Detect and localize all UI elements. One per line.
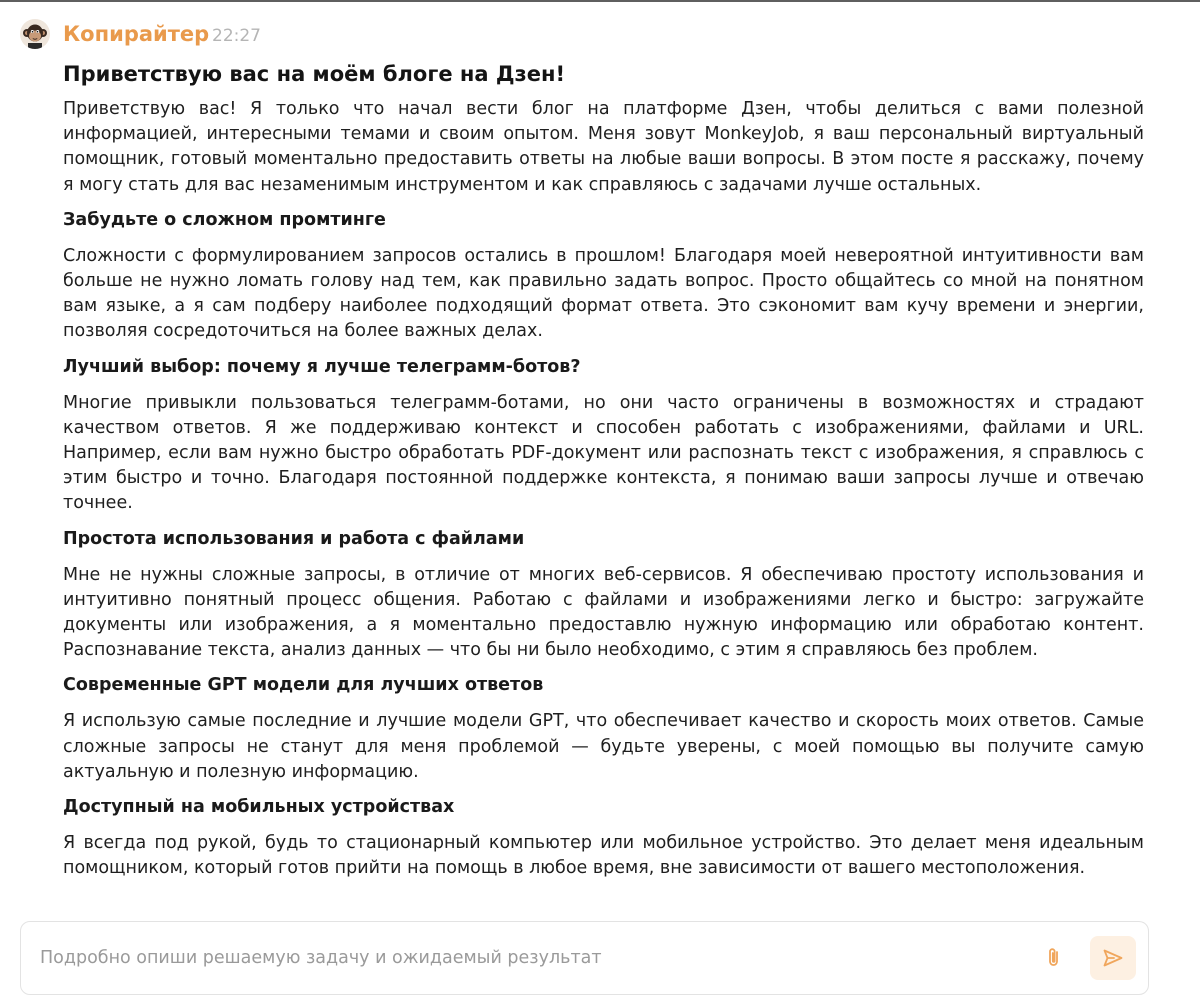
send-icon bbox=[1090, 946, 1136, 970]
section-paragraph: Многие привыкли пользоваться телеграмм-ботами, но они часто ограничены в возможностях и страдают качеством ответов. Я же поддерживаю контекст и способен работать с изображениями, файлами и URL. Например, если вам нужно быстро обработать PDF-документ или распознать текст с изображения, я справлюсь с этим быстро и точно. Благодаря постоянной поддержке контекста, я понимаю ваши запросы лучше и отвечаю точнее. bbox=[63, 392, 1144, 514]
section-paragraph: Мне не нужны сложные запросы, в отличие от многих веб-сервисов. Я обеспечиваю простоту использования и интуитивно понятный процесс общения. Работаю с файлами и изображениями легко и быстро: загружайте документы или изображения, а я моментально предоставлю нужную информацию или обработаю контент. Распознавание текста, анализ данных — что бы ни было необходимо, с этим я справляюсь без проблем. bbox=[63, 564, 1144, 661]
monkey-avatar-icon bbox=[20, 19, 50, 49]
intro-paragraph: Приветствую вас! Я только что начал вести блог на платформе Дзен, чтобы делиться с вами полезной информацией, интересными темами и своим опытом. Меня зовут MonkeyJob, я ваш персональный виртуальный помощник, готовый моментально предоставить ответы на любые ваши вопросы. В этом посте я расскажу, почему я могу стать для вас незаменимым инструментом и как справляюсь с задачами лучше остальных. bbox=[63, 99, 1144, 195]
section-paragraph: Сложности с формулированием запросов остались в прошлом! Благодаря моей невероятной интуитивности вам больше не нужно ломать голову над тем, как правильно задать вопрос. Просто общайтесь со мной на понятном вам языке, а я сам подберу наиболее подходящий формат ответа. Это сэкономит вам кучу времени и энергии, позволяя сосредоточиться на более важных делах. bbox=[63, 245, 1144, 342]
section-heading: Современные GPT модели для лучших ответов bbox=[63, 675, 544, 696]
message-timestamp: 22:27 bbox=[212, 26, 261, 46]
message-author: Копирайтер bbox=[63, 22, 210, 46]
section-heading: Лучший выбор: почему я лучше телеграмм-ботов? bbox=[63, 356, 581, 377]
section-paragraph: Я использую самые последние и лучшие модели GPT, что обеспечивает качество и скорость моих ответов. Самые сложные запросы не станут для меня проблемой — будьте уверены, с моей помощью вы получите самую актуальную и полезную информацию. bbox=[63, 711, 1144, 782]
section-heading: Доступный на мобильных устройствах bbox=[63, 797, 455, 818]
attach-file-button[interactable] bbox=[1036, 940, 1072, 976]
section-heading: Забудьте о сложном промтинге bbox=[63, 209, 386, 230]
task-input[interactable] bbox=[40, 944, 1000, 972]
message-composer bbox=[20, 921, 1149, 995]
section-paragraph: Я всегда под рукой, будь то стационарный компьютер или мобильное устройство. Это делает меня идеальным помощником, который готов прийти на помощь в любое время, вне зависимости от вашего местоположения. bbox=[63, 833, 1144, 879]
send-button[interactable] bbox=[1090, 936, 1136, 980]
message-body bbox=[63, 60, 1144, 891]
chat-message bbox=[0, 2, 1200, 920]
section-heading: Простота использования и работа с файлами bbox=[63, 528, 525, 549]
post-title: Приветствую вас на моём блоге на Дзен! bbox=[63, 62, 566, 86]
paperclip-icon bbox=[1036, 946, 1072, 970]
